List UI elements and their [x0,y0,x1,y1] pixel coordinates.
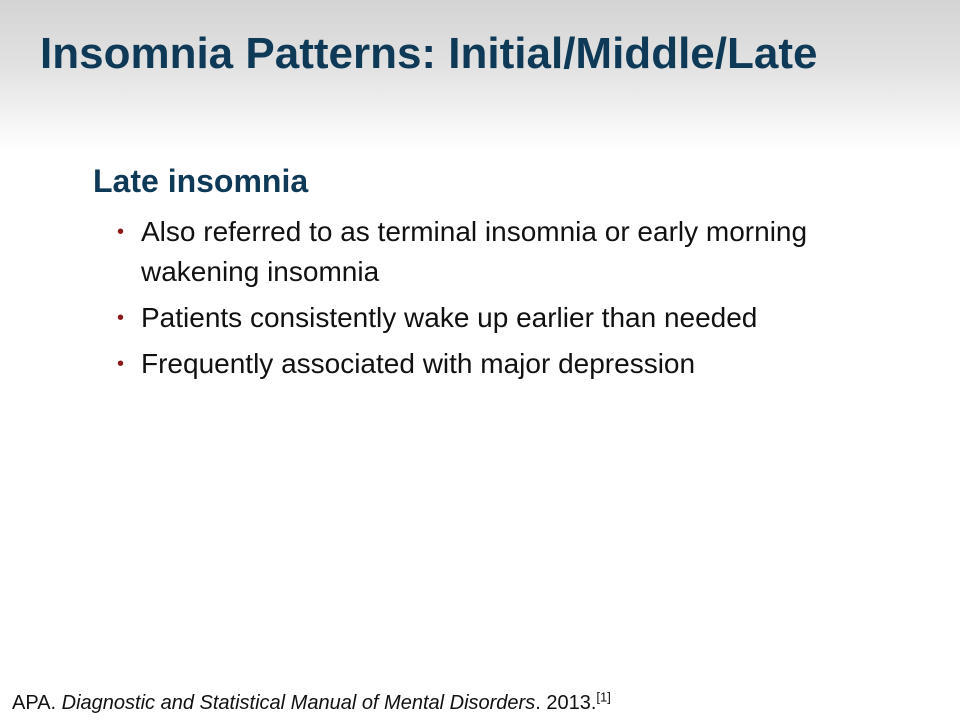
citation-author: APA. [12,692,57,714]
bullet-text: Also referred to as terminal insomnia or early morning wakening insomnia [141,216,808,287]
bullet-list [93,212,873,384]
bullet-icon: • [117,307,125,329]
citation-year: . 2013. [535,692,597,714]
section-heading: Late insomnia [93,163,309,199]
slide-title: Insomnia Patterns: Initial/Middle/Late [40,29,818,78]
slide-content [93,160,873,390]
bullet-icon: • [117,353,125,375]
bullet-item [117,212,873,292]
citation-reference-marker: [1] [596,689,611,705]
bullet-text: Patients consistently wake up earlier than needed [141,302,758,333]
bullet-item [117,344,873,384]
bullet-icon: • [117,221,125,243]
citation-footnote [12,690,611,716]
bullet-text: Frequently associated with major depression [141,348,696,379]
citation-work-title: Diagnostic and Statistical Manual of Mental Disorders [61,692,536,714]
bullet-item [117,298,873,338]
